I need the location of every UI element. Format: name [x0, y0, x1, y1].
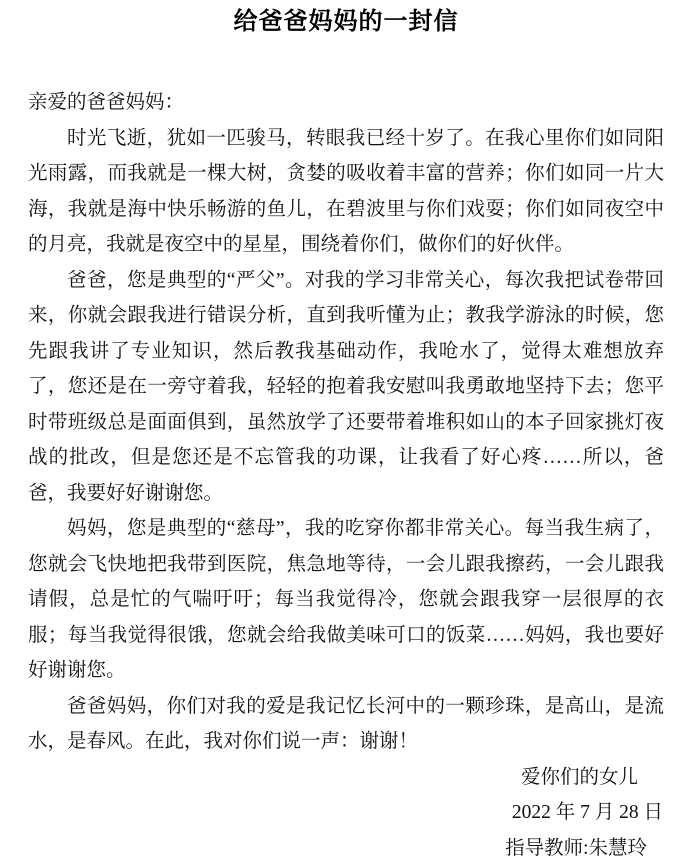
- paragraph-4: 爸爸妈妈，你们对我的爱是我记忆长河中的一颗珍珠，是高山，是流水，是春风。在此，我对你们说一声：谢谢！: [28, 689, 664, 760]
- paragraph-2: 爸爸，您是典型的“严父”。对我的学习非常关心，每次我把试卷带回来，你就会跟我进行错误分析，直到我听懂为止；教我学游泳的时候，您先跟我讲了专业知识，然后教我基础动作，我呛水了，觉得太难想放弃了，您还是在一旁守着我，轻轻的抱着我安慰叫我勇敢地坚持下去；您平时带班级总是面面俱到，虽然放学了还要带着堆积如山的本子回家挑灯夜战的批改，但是您还是不忘管我的功课，让我看了好心疼……所以，爸爸，我要好好谢谢您。: [28, 263, 664, 512]
- signature-teacher: 指导教师:朱慧玲: [28, 831, 664, 866]
- signature-block: [28, 760, 664, 866]
- signature-date: 2022 年 7 月 28 日: [28, 795, 664, 831]
- paragraph-1: 时光飞逝，犹如一匹骏马，转眼我已经十岁了。在我心里你们如同阳光雨露，而我就是一棵大树，贪婪的吸收着丰富的营养；你们如同一片大海，我就是海中快乐畅游的鱼儿，在碧波里与你们戏耍；你们如同夜空中的月亮，我就是夜空中的星星，围绕着你们，做你们的好伙伴。: [28, 121, 664, 263]
- letter-body: [28, 85, 664, 866]
- signature-author: 爱你们的女儿: [28, 760, 664, 796]
- salutation: 亲爱的爸爸妈妈：: [28, 85, 664, 121]
- letter-title: 给爸爸妈妈的一封信: [28, 6, 664, 38]
- paragraph-3: 妈妈，您是典型的“慈母”，我的吃穿你都非常关心。每当我生病了，您就会飞快地把我带到医院，焦急地等待，一会儿跟我擦药，一会儿跟我请假，总是忙的气喘吁吁；每当我觉得冷，您就会跟我穿一层很厚的衣服；每当我觉得很饿，您就会给我做美味可口的饭菜……妈妈，我也要好好谢谢您。: [28, 511, 664, 689]
